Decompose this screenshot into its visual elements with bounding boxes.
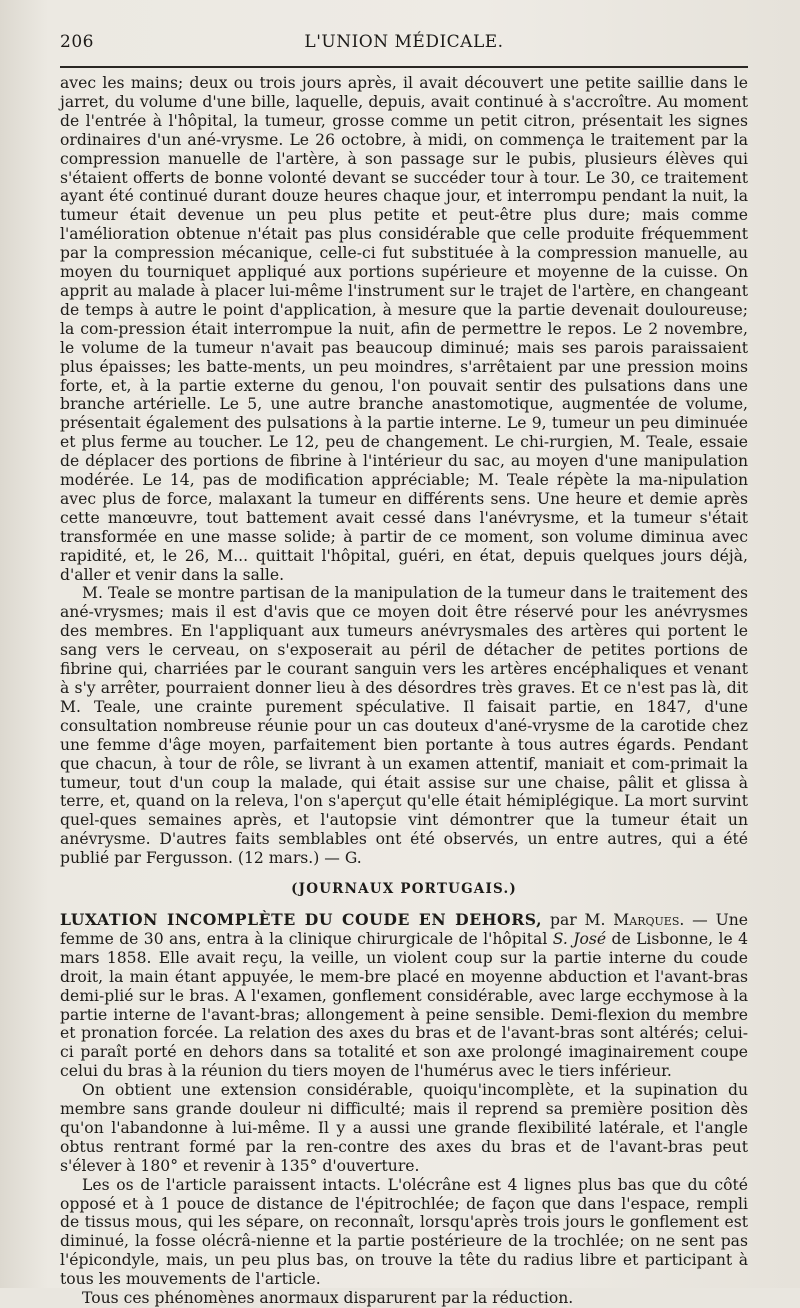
- paragraph-luxation: [60, 911, 748, 1081]
- running-head: [60, 26, 748, 56]
- article-author: M. Marques.: [584, 910, 685, 929]
- byline-par: par: [542, 910, 585, 929]
- article-body: [60, 74, 748, 1308]
- paragraph-teale-opinion: M. Teale se montre partisan de la manipulation de la tumeur dans le traitement des ané-vrysmes; mais il est d'avis que ce moyen doit être réservé pour les anévrysmes des membres. En l'appliquant aux tumeurs anévrysmales des artères qui portent le sang vers le cerveau, on s'exposerait au péril de détacher de petites portions de fibrine qui, charriées par le courant sanguin vers les artères encéphaliques et venant à s'y arrêter, pourraient donner lieu à des désordres très graves. Et ce n'est pas là, dit M. Teale, une crainte purement spéculative. Il faisait partie, en 1847, d'une consultation nombreuse réunie pour un cas douteux d'ané-vrysme de la carotide chez une femme d'âge moyen, parfaitement bien portante à tous autres égards. Pendant que chacun, à tour de rôle, se livrant à un examen attentif, maniait et com-primait la tumeur, tout d'un coup la malade, qui était assise sur une chaise, pâlit et glissa à terre, et, quand on la releva, l'on s'aperçut qu'elle était hémiplégique. La mort survint quel-ques semaines après, et l'autopsie vint démontrer que la tumeur était un anévrysme. D'autres faits semblables ont été observés, un entre autres, qui a été publié par Fergusson. (12 mars.) — G.: [60, 584, 748, 868]
- journal-title: L'UNION MÉDICALE.: [304, 32, 504, 52]
- hospital-name: S. José: [552, 929, 607, 948]
- paragraph-extension: On obtient une extension considérable, quoiqu'incomplète, et la supination du membre sans grande douleur ni difficulté; mais il reprend sa première position dès qu'on l'abandonne à lui-même. Il y a aussi une grande flexibilité latérale, et l'angle obtus rentrant formé par la ren-contre des axes du bras et de l'avant-bras peut s'élever à 180° et revenir à 135° d'ouverture.: [60, 1081, 748, 1175]
- header-rule: [60, 66, 748, 68]
- article-lead: — Une femme de 30 ans, entra à la clinique chirurgicale de l'hôpital: [60, 910, 748, 948]
- paragraph-reduction: Tous ces phénomènes anormaux disparurent par la réduction.: [82, 1289, 574, 1308]
- page-number: 206: [60, 32, 94, 52]
- article-title: LUXATION INCOMPLÈTE DU COUDE EN DEHORS,: [60, 909, 543, 929]
- article-rest: de Lisbonne, le 4 mars 1858. Elle avait reçu, la veille, un violent coup sur la partie interne du coude droit, la main étant appuyée, le mem-bre placé en moyenne abduction et l'avant-bras demi-plié sur le bras. A l'examen, gonflement considérable, avec large ecchymose à la partie interne de l'avant-bras; allongement à peine sensible. Demi-flexion du membre et pronation forcée. La relation des axes du bras et de l'avant-bras sont altérés; celui-ci paraît porté en dehors dans sa totalité et son axe prolongé imaginairement coupe celui du bras à la réunion du tiers moyen de l'humérus avec le tiers inférieur.: [60, 929, 748, 1081]
- paragraph-bones: Les os de l'article paraissent intacts. L'olécrâne est 4 lignes plus bas que du côté opposé et à 1 pouce de distance de l'épitrochlée; de façon que dans l'espace, rempli de tissus mous, qui les sépare, on reconnaît, lorsqu'après trois jours le gonflement est diminué, la fosse olécrâ-nienne et la partie postérieure de la trochlée; on ne sent pas l'épicondyle, mais, un peu plus bas, on trouve la tête du radius libre et participant à tous les mouvements de l'article.: [60, 1175, 748, 1289]
- section-heading: (JOURNAUX PORTUGAIS.): [291, 881, 517, 898]
- paragraph-case-report: avec les mains; deux ou trois jours après, il avait découvert une petite saillie dans le jarret, du volume d'une bille, laquelle, depuis, avait continué à s'accroître. Au moment de l'entrée à l'hôpital, la tumeur, grosse comme un petit citron, présentait les signes ordinaires d'un ané-vrysme. Le 26 octobre, à midi, on commença le traitement par la compression manuelle de l'artère, à son passage sur le pubis, plusieurs élèves qui s'étaient offerts de bonne volonté devant se succéder tour à tour. Le 30, ce traitement ayant été continué durant douze heures chaque jour, et interrompu pendant la nuit, la tumeur était devenue un peu plus petite et peut-être plus dure; mais comme l'amélioration obtenue n'était pas plus considérable que celle produite fréquemment par la compression mécanique, celle-ci fut substituée à la compression manuelle, au moyen du tourniquet appliqué aux portions supérieure et moyenne de la cuisse. On apprit au malade à placer lui-même l'instrument sur le trajet de l'artère, en changeant de temps à autre le point d'application, à mesure que la partie devenait douloureuse; la com-pression était interrompue la nuit, afin de permettre le repos. Le 2 novembre, le volume de la tumeur n'avait pas beaucoup diminué; mais ses parois paraissaient plus épaisses; les batte-ments, un peu moindres, s'arrêtaient par une pression moins forte, et, à la partie externe du genou, l'on pouvait sentir des pulsations dans une branche artérielle. Le 5, une autre branche anastomotique, augmentée de volume, présentait également des pulsations à la partie interne. Le 9, tumeur un peu diminuée et plus ferme au toucher. Le 12, peu de changement. Le chi-rurgien, M. Teale, essaie de déplacer des portions de fibrine à l'intérieur du sac, au moyen d'une manipulation modérée. Le 14, pas de modification appréciable; M. Teale répète la ma-nipulation avec plus de force, malaxant la tumeur en différents sens. Une heure et demie après cette manœuvre, tout battement avait cessé dans l'anévrysme, et la tumeur s'était transformée en une masse solide; à partir de ce moment, son volume diminua avec rapidité, et, le 26, M... quittait l'hôpital, guéri, en état, depuis quelques jours déjà, d'aller et venir dans la salle.: [60, 74, 748, 584]
